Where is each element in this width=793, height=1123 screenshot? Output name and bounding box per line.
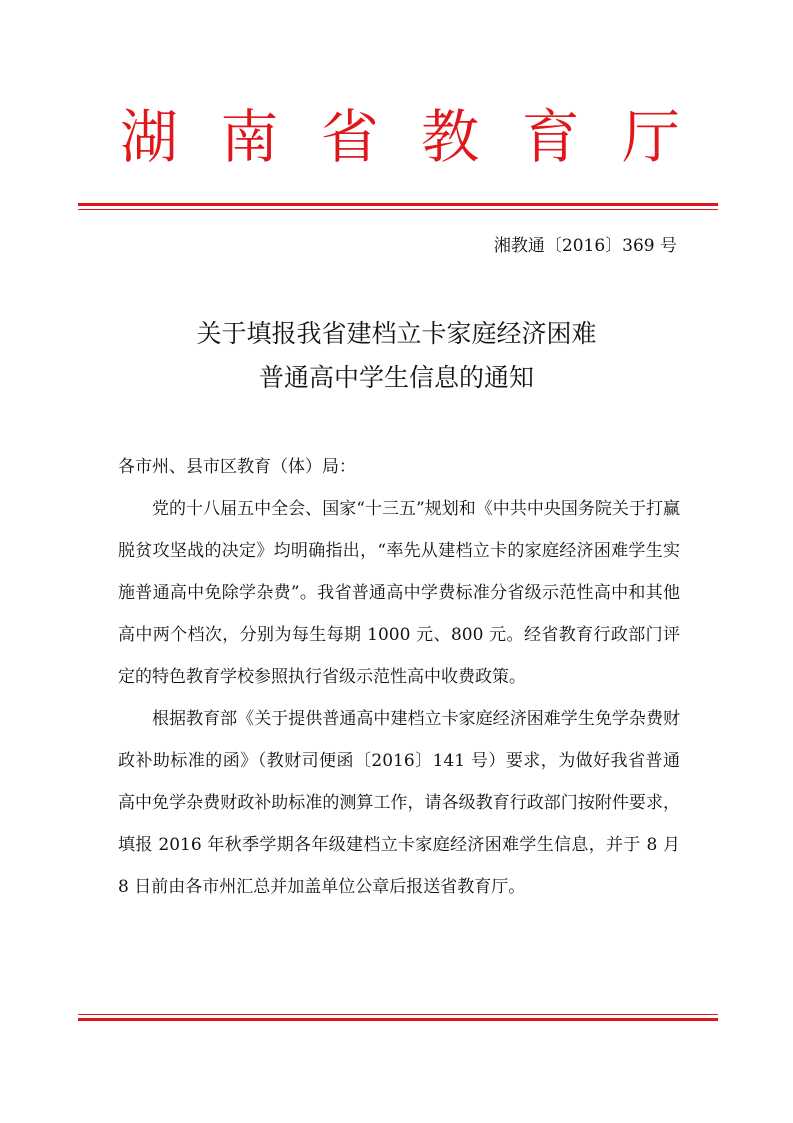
org-char: 省 [320, 103, 379, 171]
document-body [118, 446, 680, 908]
salutation: 各市州、县市区教育（体）局： [118, 457, 356, 477]
body-paragraph-1: 党的十八届五中全会、国家“十三五”规划和《中共中央国务院关于打赢脱贫攻坚战的决定》均明确指出，“率先从建档立卡的家庭经济困难学生实施普通高中免除学杂费”。我省普通高中学费标准分省级示范性高中和其他高中两个档次，分别为每生每期 1000 元、800 元。经省教育行政部门评定的特色教育学校参照执行省级示范性高中收费政策。 [118, 499, 680, 687]
org-char: 育 [521, 103, 580, 171]
org-char: 南 [220, 103, 279, 171]
org-char: 厅 [621, 103, 680, 171]
header-divider-thin [78, 209, 718, 210]
document-title-line-1: 关于填报我省建档立卡家庭经济困难 [196, 319, 597, 348]
org-char: 湖 [120, 103, 179, 171]
footer-divider-thick [78, 1018, 718, 1021]
document-title [0, 312, 793, 400]
footer-divider-thin [78, 1014, 718, 1015]
body-paragraph-2: 根据教育部《关于提供普通高中建档立卡家庭经济困难学生免学杂费财政补助标准的函》（教财司便函〔2016〕141 号）要求，为做好我省普通高中免学杂费财政补助标准的测算工作，请各级教育行政部门按附件要求，填报 2016 年秋季学期各年级建档立卡家庭经济困难学生信息，并于 8 月 8 日前由各市州汇总并加盖单位公章后报送省教育厅。 [118, 709, 680, 897]
org-char: 教 [421, 103, 480, 171]
issuing-org-header [120, 103, 680, 171]
document-number: 湘教通〔2016〕369 号 [493, 236, 677, 256]
header-divider-thick [78, 203, 718, 206]
document-title-line-2: 普通高中学生信息的通知 [258, 363, 534, 392]
